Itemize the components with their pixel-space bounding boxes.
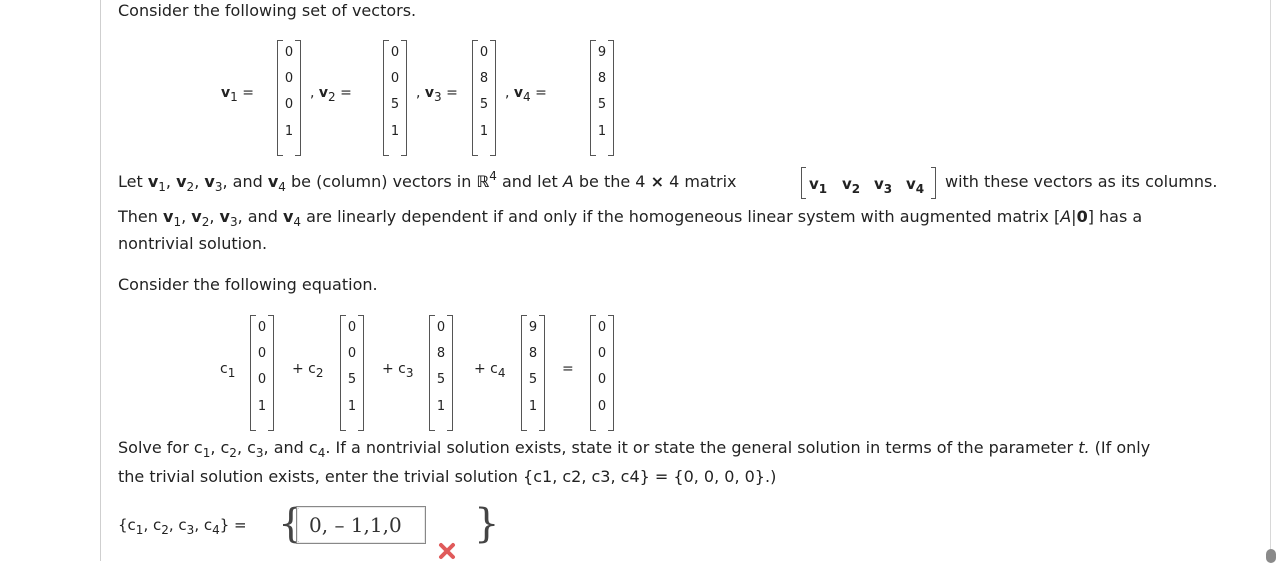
answer-label: {$c_1$, $c_2$, $c_3$, $c_4$} = [118,516,247,537]
equation-intro: Consider the following equation. [118,275,378,294]
eq-vector-3 [429,315,453,431]
eq1-entry: 0 [257,346,267,361]
v3-entry: 8 [479,71,489,86]
eq-vector-2 [340,315,364,431]
paragraph-let-end: with these vectors as its columns. [945,172,1218,191]
coef-c2: + $c_2$ [292,361,324,380]
zero-vector [590,315,614,431]
vector-v2 [383,40,407,156]
eq1-entry: 1 [257,399,267,414]
v1-entry: 1 [284,124,294,139]
paragraph-then: Then $v_1$, $v_2$, $v_3$, and $v_4$ are linearly dependent if and only if the homogeneous linear system with augmented matrix [A|0] has a [118,207,1143,229]
eq4-entry: 9 [528,320,538,335]
v3-entry: 5 [479,97,489,112]
zero-entry: 0 [597,320,607,335]
eq3-entry: 0 [436,320,446,335]
vector-v4 [590,40,614,156]
eq1-entry: 0 [257,372,267,387]
eq2-entry: 0 [347,346,357,361]
vector-v3 [472,40,496,156]
eq2-entry: 5 [347,372,357,387]
v4-entry: 9 [597,45,607,60]
incorrect-x-icon [438,542,456,560]
v1-entry: 0 [284,97,294,112]
v1-entry: 0 [284,45,294,60]
zero-entry: 0 [597,346,607,361]
right-border [1270,0,1271,561]
coef-c1: $c_1$ [220,361,236,380]
eq-vector-1 [250,315,274,431]
v3-label: , $v_3$ = [416,85,458,104]
vector-v1 [277,40,301,156]
eq-vector-4 [521,315,545,431]
close-brace: } [474,501,500,547]
v1-label: $v_1$ = [221,85,254,104]
v2-label: , $v_2$ = [310,85,352,104]
equals-sign: = [562,361,574,377]
v3-entry: 0 [479,45,489,60]
eq2-entry: 0 [347,320,357,335]
eq4-entry: 5 [528,372,538,387]
eq3-entry: 5 [436,372,446,387]
eq4-entry: 1 [528,399,538,414]
paragraph-then-line2: nontrivial solution. [118,234,268,253]
open-brace: { [278,501,304,547]
v4-entry: 8 [597,71,607,86]
v2-entry: 1 [390,124,400,139]
v3-entry: 1 [479,124,489,139]
v1-entry: 0 [284,71,294,86]
left-border [100,0,101,561]
eq4-entry: 8 [528,346,538,361]
eq2-entry: 1 [347,399,357,414]
solve-line-2: the trivial solution exists, enter the trivial solution {c1, c2, c3, c4} = {0, 0, 0, 0}.) [118,467,777,486]
zero-entry: 0 [597,399,607,414]
v4-entry: 5 [597,97,607,112]
v2-entry: 5 [390,97,400,112]
v2-entry: 0 [390,45,400,60]
v4-entry: 1 [597,124,607,139]
coef-c3: + $c_3$ [382,361,414,380]
v4-label: , $v_4$ = [505,85,547,104]
zero-entry: 0 [597,372,607,387]
intro-text: Consider the following set of vectors. [118,1,417,20]
v2-entry: 0 [390,71,400,86]
answer-input[interactable] [296,506,426,544]
augmented-matrix: $v_1$ $v_2$ $v_3$ $v_4$ [801,167,936,199]
eq1-entry: 0 [257,320,267,335]
coef-c4: + $c_4$ [474,361,506,380]
paragraph-let: Let $v_1$, $v_2$, $v_3$, and $v_4$ be (column) vectors in ℝ$^4$ and let A be the 4 × 4 matrix [118,169,737,194]
eq3-entry: 8 [436,346,446,361]
eq3-entry: 1 [436,399,446,414]
solve-line-1: Solve for $c_1$, $c_2$, $c_3$, and $c_4$. If a nontrivial solution exists, state it or state the general solution in terms of the parameter t. (If only [118,438,1151,460]
answer-value: 0, – 1,1,0 [309,513,402,537]
